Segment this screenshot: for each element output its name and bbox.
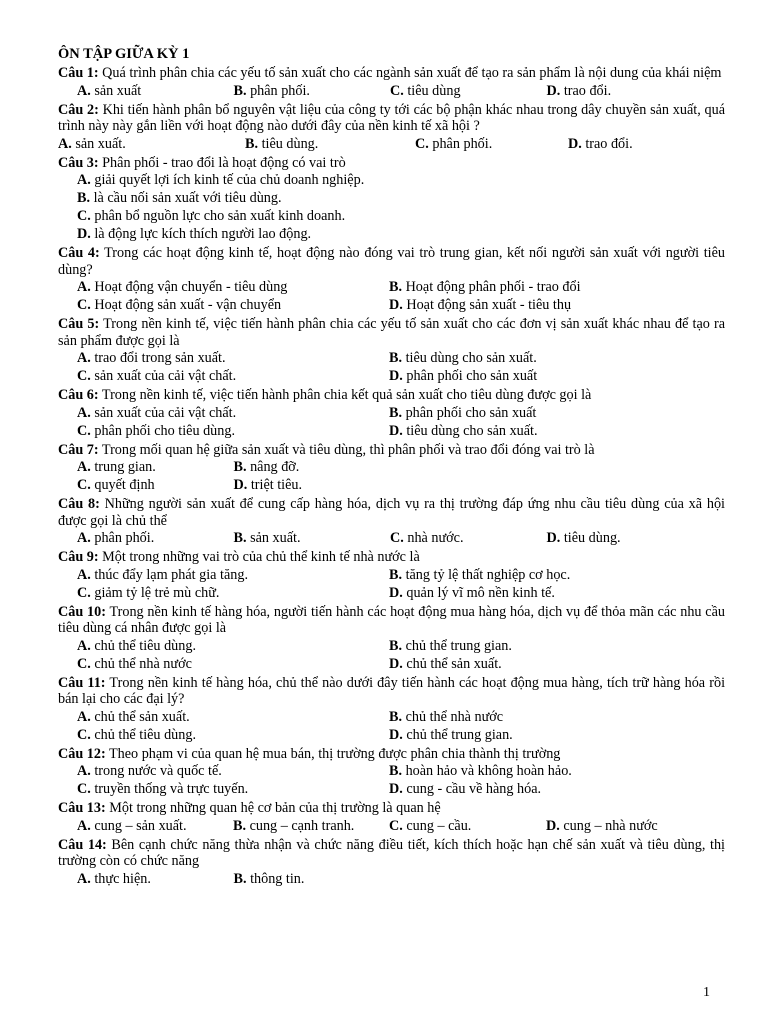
option-letter: D. (389, 297, 403, 313)
option-text: truyền thống và trực tuyến. (94, 781, 249, 797)
option-text: chủ thể sản xuất. (94, 708, 190, 725)
answer-option (77, 422, 389, 440)
option-letter: B. (389, 637, 403, 654)
option-text: quyết định (94, 477, 155, 493)
question-12 (58, 746, 725, 799)
page-number: 1 (703, 985, 710, 1000)
answer-option (77, 529, 234, 547)
option-text: cung – cạnh tranh. (249, 817, 355, 834)
question-stem (58, 245, 725, 278)
answer-option (389, 817, 546, 835)
option-text: nâng đỡ. (250, 459, 300, 475)
question-1 (58, 65, 725, 100)
option-text: Hoạt động vận chuyển - tiêu dùng (94, 279, 288, 295)
question-stem (58, 65, 725, 82)
option-row (58, 870, 725, 888)
question-number: Câu 2: (58, 101, 99, 118)
option-letter: C. (77, 208, 91, 224)
option-letter: D. (389, 726, 403, 743)
question-stem (58, 155, 725, 172)
option-letter: D. (568, 135, 582, 152)
option-letter: A. (58, 135, 72, 152)
option-text: phân bổ nguồn lực cho sản xuất kinh doanh. (94, 208, 346, 224)
question-stem (58, 837, 725, 870)
option-text: chủ thể tiêu dùng. (94, 637, 196, 654)
answer-option (390, 529, 547, 547)
option-text: tiêu dùng. (563, 530, 621, 546)
question-2 (58, 102, 725, 153)
answer-option (77, 404, 389, 422)
answer-option (77, 189, 282, 207)
option-text: sản xuất của cải vật chất. (94, 368, 237, 384)
answer-option (234, 458, 391, 476)
option-row (58, 708, 725, 726)
answer-option (568, 135, 725, 153)
answer-option (389, 584, 701, 602)
option-row (58, 637, 725, 655)
option-row (58, 404, 725, 422)
option-text: sản xuất. (250, 530, 301, 546)
question-text: Những người sản xuất để cung cấp hàng hóa, dịch vụ ra thị trường đáp ứng nhu cầu tiêu dùng của xã hội được gọi là chủ thể (58, 496, 725, 529)
option-row (58, 655, 725, 673)
option-letter: C. (77, 726, 91, 743)
option-text: sản xuất (94, 82, 142, 99)
answer-option (234, 476, 391, 494)
answer-option (233, 817, 389, 835)
question-6 (58, 387, 725, 440)
answer-option (389, 296, 701, 314)
option-letter: C. (77, 368, 91, 384)
answer-option (77, 566, 389, 584)
option-letter: B. (389, 763, 403, 779)
option-letter: C. (77, 297, 91, 313)
question-stem (58, 316, 725, 349)
question-text: Theo phạm vi của quan hệ mua bán, thị trường được phân chia thành thị trường (109, 745, 561, 762)
answer-option (77, 278, 389, 296)
option-row (58, 780, 725, 798)
answer-option (77, 726, 389, 744)
option-letter: A. (77, 566, 91, 583)
answer-option (547, 529, 704, 547)
question-stem (58, 800, 725, 817)
option-text: chủ thể trung gian. (406, 726, 513, 743)
option-text: phân phối. (250, 82, 310, 99)
option-text: tiêu dùng cho sản xuất. (405, 350, 537, 366)
option-letter: C. (77, 781, 91, 797)
option-letter: A. (77, 637, 91, 654)
option-letter: D. (546, 82, 561, 99)
option-letter: A. (77, 350, 91, 366)
question-stem (58, 604, 725, 637)
option-letter: A. (77, 530, 91, 546)
answer-option (547, 82, 704, 100)
question-number: Câu 7: (58, 441, 99, 458)
option-text: là cầu nối sản xuất với tiêu dùng. (93, 190, 282, 206)
question-9 (58, 549, 725, 602)
answer-option (389, 726, 701, 744)
answer-option (390, 82, 547, 100)
option-text: giảm tỷ lệ trẻ mù chữ. (94, 584, 220, 601)
question-number: Câu 10: (58, 603, 106, 620)
option-text: thông tin. (250, 870, 305, 887)
option-text: chủ thể tiêu dùng. (94, 726, 196, 743)
answer-option (77, 171, 364, 189)
answer-option (245, 135, 415, 153)
option-text: chủ thể trung gian. (405, 637, 512, 654)
option-text: cung – nhà nước (563, 817, 658, 834)
option-text: chủ thể nhà nước (405, 708, 504, 725)
option-letter: D. (546, 817, 560, 834)
question-text: Quá trình phân chia các yếu tố sản xuất cho các ngành sản xuất để tạo ra sản phẩm là nội dung của khái niệm (102, 65, 722, 81)
question-8 (58, 496, 725, 547)
option-text: chủ thể nhà nước (94, 655, 192, 672)
option-letter: A. (77, 172, 91, 188)
question-number: Câu 14: (58, 836, 107, 853)
answer-option (389, 349, 701, 367)
question-number: Câu 13: (58, 800, 106, 816)
question-10 (58, 604, 725, 673)
answer-option (389, 422, 701, 440)
option-text: cung – cầu. (406, 817, 472, 834)
option-text: sản xuất của cải vật chất. (94, 404, 237, 421)
option-text: Hoạt động phân phối - trao đổi (405, 279, 581, 295)
option-row (58, 189, 725, 207)
option-row (58, 726, 725, 744)
option-row (58, 529, 725, 547)
option-text: cung - cầu về hàng hóa. (406, 781, 542, 797)
answer-option (77, 225, 311, 243)
answer-option (77, 655, 389, 673)
question-13 (58, 800, 725, 835)
answer-option (389, 655, 701, 673)
answer-option (77, 367, 389, 385)
answer-option (389, 708, 701, 726)
option-letter: C. (77, 422, 91, 439)
question-4 (58, 245, 725, 314)
question-text: Trong nền kinh tế hàng hóa, người tiến hành các hoạt động mua hàng hóa, dịch vụ để thỏa mãn các nhu cầu tiêu dùng cá nhân được gọi là (58, 603, 725, 636)
option-text: hoàn hảo và không hoàn hảo. (405, 763, 572, 779)
question-7 (58, 442, 725, 495)
question-number: Câu 9: (58, 549, 99, 565)
option-letter: B. (233, 82, 247, 99)
option-letter: B. (389, 279, 403, 295)
option-text: tiêu dùng (407, 82, 461, 99)
question-text: Một trong những quan hệ cơ bản của thị trường là quan hệ (109, 800, 441, 816)
answer-option (77, 207, 345, 225)
option-text: Hoạt động sản xuất - vận chuyển (94, 297, 282, 313)
option-letter: B. (77, 190, 91, 206)
answer-option (77, 870, 234, 888)
question-text: Phân phối - trao đổi là hoạt động có vai trò (102, 154, 346, 171)
option-text: phân phối. (94, 530, 155, 546)
option-letter: D. (546, 530, 561, 546)
option-letter: A. (77, 817, 91, 834)
question-number: Câu 4: (58, 245, 100, 261)
option-text: giải quyết lợi ích kinh tế của chủ doanh nghiệp. (94, 172, 365, 188)
question-stem (58, 387, 725, 404)
option-text: trung gian. (94, 459, 156, 475)
option-text: tiêu dùng. (261, 135, 319, 152)
option-text: thúc đẩy lạm phát gia tăng. (94, 566, 248, 583)
question-text: Trong các hoạt động kinh tế, hoạt động nào đóng vai trò trung gian, kết nối người sản xuất với người tiêu dùng? (58, 245, 725, 278)
option-letter: C. (390, 82, 404, 99)
answer-option (77, 817, 233, 835)
answer-option (234, 82, 391, 100)
question-list (58, 65, 725, 888)
option-row (58, 476, 725, 494)
option-letter: A. (77, 763, 91, 779)
option-text: phân phối cho sản xuất (405, 404, 537, 421)
option-letter: D. (389, 584, 403, 601)
answer-option (77, 476, 234, 494)
option-text: phân phối cho tiêu dùng. (94, 422, 236, 439)
question-number: Câu 1: (58, 65, 99, 81)
answer-option (77, 708, 389, 726)
option-text: Hoạt động sản xuất - tiêu thụ (406, 297, 572, 313)
option-row (58, 566, 725, 584)
question-text: Một trong những vai trò của chủ thể kinh tế nhà nước là (102, 549, 420, 565)
question-number: Câu 6: (58, 387, 99, 403)
option-text: nhà nước. (407, 530, 464, 546)
option-row (58, 817, 725, 835)
question-number: Câu 3: (58, 154, 99, 171)
option-row (58, 171, 725, 189)
option-text: phân phối cho sản xuất (406, 368, 538, 384)
option-letter: A. (77, 404, 91, 421)
option-letter: C. (389, 817, 403, 834)
option-letter: B. (389, 350, 403, 366)
answer-option (415, 135, 568, 153)
option-letter: D. (389, 368, 403, 384)
option-text: tăng tỷ lệ thất nghiệp cơ học. (405, 566, 571, 583)
answer-option (77, 780, 389, 798)
option-letter: B. (233, 870, 247, 887)
answer-option (77, 458, 234, 476)
question-number: Câu 12: (58, 745, 106, 762)
option-letter: B. (389, 404, 403, 421)
option-row (58, 225, 725, 243)
question-text: Trong nền kinh tế, việc tiến hành phân chia các yếu tố sản xuất cho các đơn vị sản xuất khác nhau để tạo ra sản phẩm được gọi là (58, 316, 725, 349)
option-row (58, 762, 725, 780)
question-number: Câu 11: (58, 674, 106, 691)
option-letter: A. (77, 708, 91, 725)
option-row (58, 82, 725, 100)
answer-option (77, 762, 389, 780)
answer-option (389, 404, 701, 422)
question-14 (58, 837, 725, 888)
option-row (58, 207, 725, 225)
question-number: Câu 5: (58, 316, 100, 332)
answer-option (77, 349, 389, 367)
option-row (58, 422, 725, 440)
option-text: trao đổi. (585, 135, 633, 152)
answer-option (389, 780, 701, 798)
option-text: trao đổi trong sản xuất. (94, 350, 226, 366)
option-text: chủ thể sản xuất. (406, 655, 502, 672)
question-text: Trong nền kinh tế hàng hóa, chủ thể nào dưới đây tiến hành các hoạt động mua hàng, tích trữ hàng hóa rồi bán lại cho các đại lý? (58, 674, 726, 707)
option-letter: C. (77, 584, 91, 601)
answer-option (58, 135, 245, 153)
question-text: Khi tiến hành phân bổ nguyên vật liệu của công ty tới các bộ phận khác nhau trong dây chuyền sản xuất, quá trình này này gắn liền với hoạt động nào dưới đây của nền kinh tế xã hội ? (58, 101, 725, 134)
option-text: phân phối. (432, 135, 493, 152)
option-letter: D. (389, 422, 403, 439)
question-number: Câu 8: (58, 496, 100, 512)
option-letter: C. (77, 655, 91, 672)
option-text: quản lý vĩ mô nền kinh tế. (406, 584, 555, 601)
option-letter: B. (389, 566, 403, 583)
question-text: Bên cạnh chức năng thừa nhận và chức năng điều tiết, kích thích hoặc hạn chế sản xuất và tiêu dùng, thị trường còn có chức năng (58, 836, 725, 869)
question-text: Trong nền kinh tế, việc tiến hành phân chia kết quả sản xuất cho tiêu dùng được gọi là (101, 387, 592, 403)
answer-option (389, 278, 701, 296)
question-11 (58, 675, 725, 744)
option-letter: B. (233, 530, 247, 546)
question-text: Trong mối quan hệ giữa sản xuất và tiêu dùng, thì phân phối và trao đổi đóng vai trò là (101, 441, 595, 458)
answer-option (234, 870, 391, 888)
option-row (58, 458, 725, 476)
option-text: tiêu dùng cho sản xuất. (406, 422, 538, 439)
option-letter: D. (233, 477, 248, 493)
page-content (58, 45, 725, 890)
option-letter: B. (245, 135, 259, 152)
answer-option (77, 584, 389, 602)
answer-option (389, 762, 701, 780)
option-row (58, 584, 725, 602)
option-letter: A. (77, 279, 91, 295)
answer-option (77, 296, 389, 314)
option-text: cung – sản xuất. (94, 817, 187, 834)
question-stem (58, 675, 725, 708)
answer-option (389, 637, 701, 655)
option-text: sản xuất. (75, 135, 126, 152)
answer-option (389, 367, 701, 385)
option-letter: D. (77, 226, 91, 242)
question-stem (58, 442, 725, 459)
option-letter: A. (77, 459, 91, 475)
option-letter: B. (233, 817, 247, 834)
option-letter: D. (389, 655, 403, 672)
option-row (58, 135, 725, 153)
option-letter: C. (390, 530, 404, 546)
question-stem (58, 102, 725, 135)
option-text: trao đổi. (563, 82, 612, 99)
question-stem (58, 549, 725, 566)
option-letter: A. (77, 870, 91, 887)
question-3 (58, 155, 725, 244)
option-letter: A. (77, 82, 91, 99)
question-5 (58, 316, 725, 385)
question-stem (58, 746, 725, 763)
option-letter: D. (389, 781, 403, 797)
page-title: ÔN TẬP GIỮA KỲ 1 (58, 46, 190, 62)
answer-option (546, 817, 703, 835)
answer-option (77, 82, 234, 100)
option-row (58, 349, 725, 367)
option-row (58, 367, 725, 385)
option-letter: B. (389, 708, 403, 725)
option-text: trong nước và quốc tế. (94, 763, 222, 779)
option-text: thực hiện. (94, 870, 151, 887)
option-text: triệt tiêu. (250, 477, 303, 493)
option-letter: C. (77, 477, 91, 493)
answer-option (77, 637, 389, 655)
option-text: là động lực kích thích người lao động. (94, 226, 312, 242)
option-letter: C. (415, 135, 429, 152)
answer-option (234, 529, 391, 547)
option-row (58, 296, 725, 314)
question-stem (58, 496, 725, 529)
option-row (58, 278, 725, 296)
option-letter: B. (233, 459, 247, 475)
answer-option (389, 566, 701, 584)
